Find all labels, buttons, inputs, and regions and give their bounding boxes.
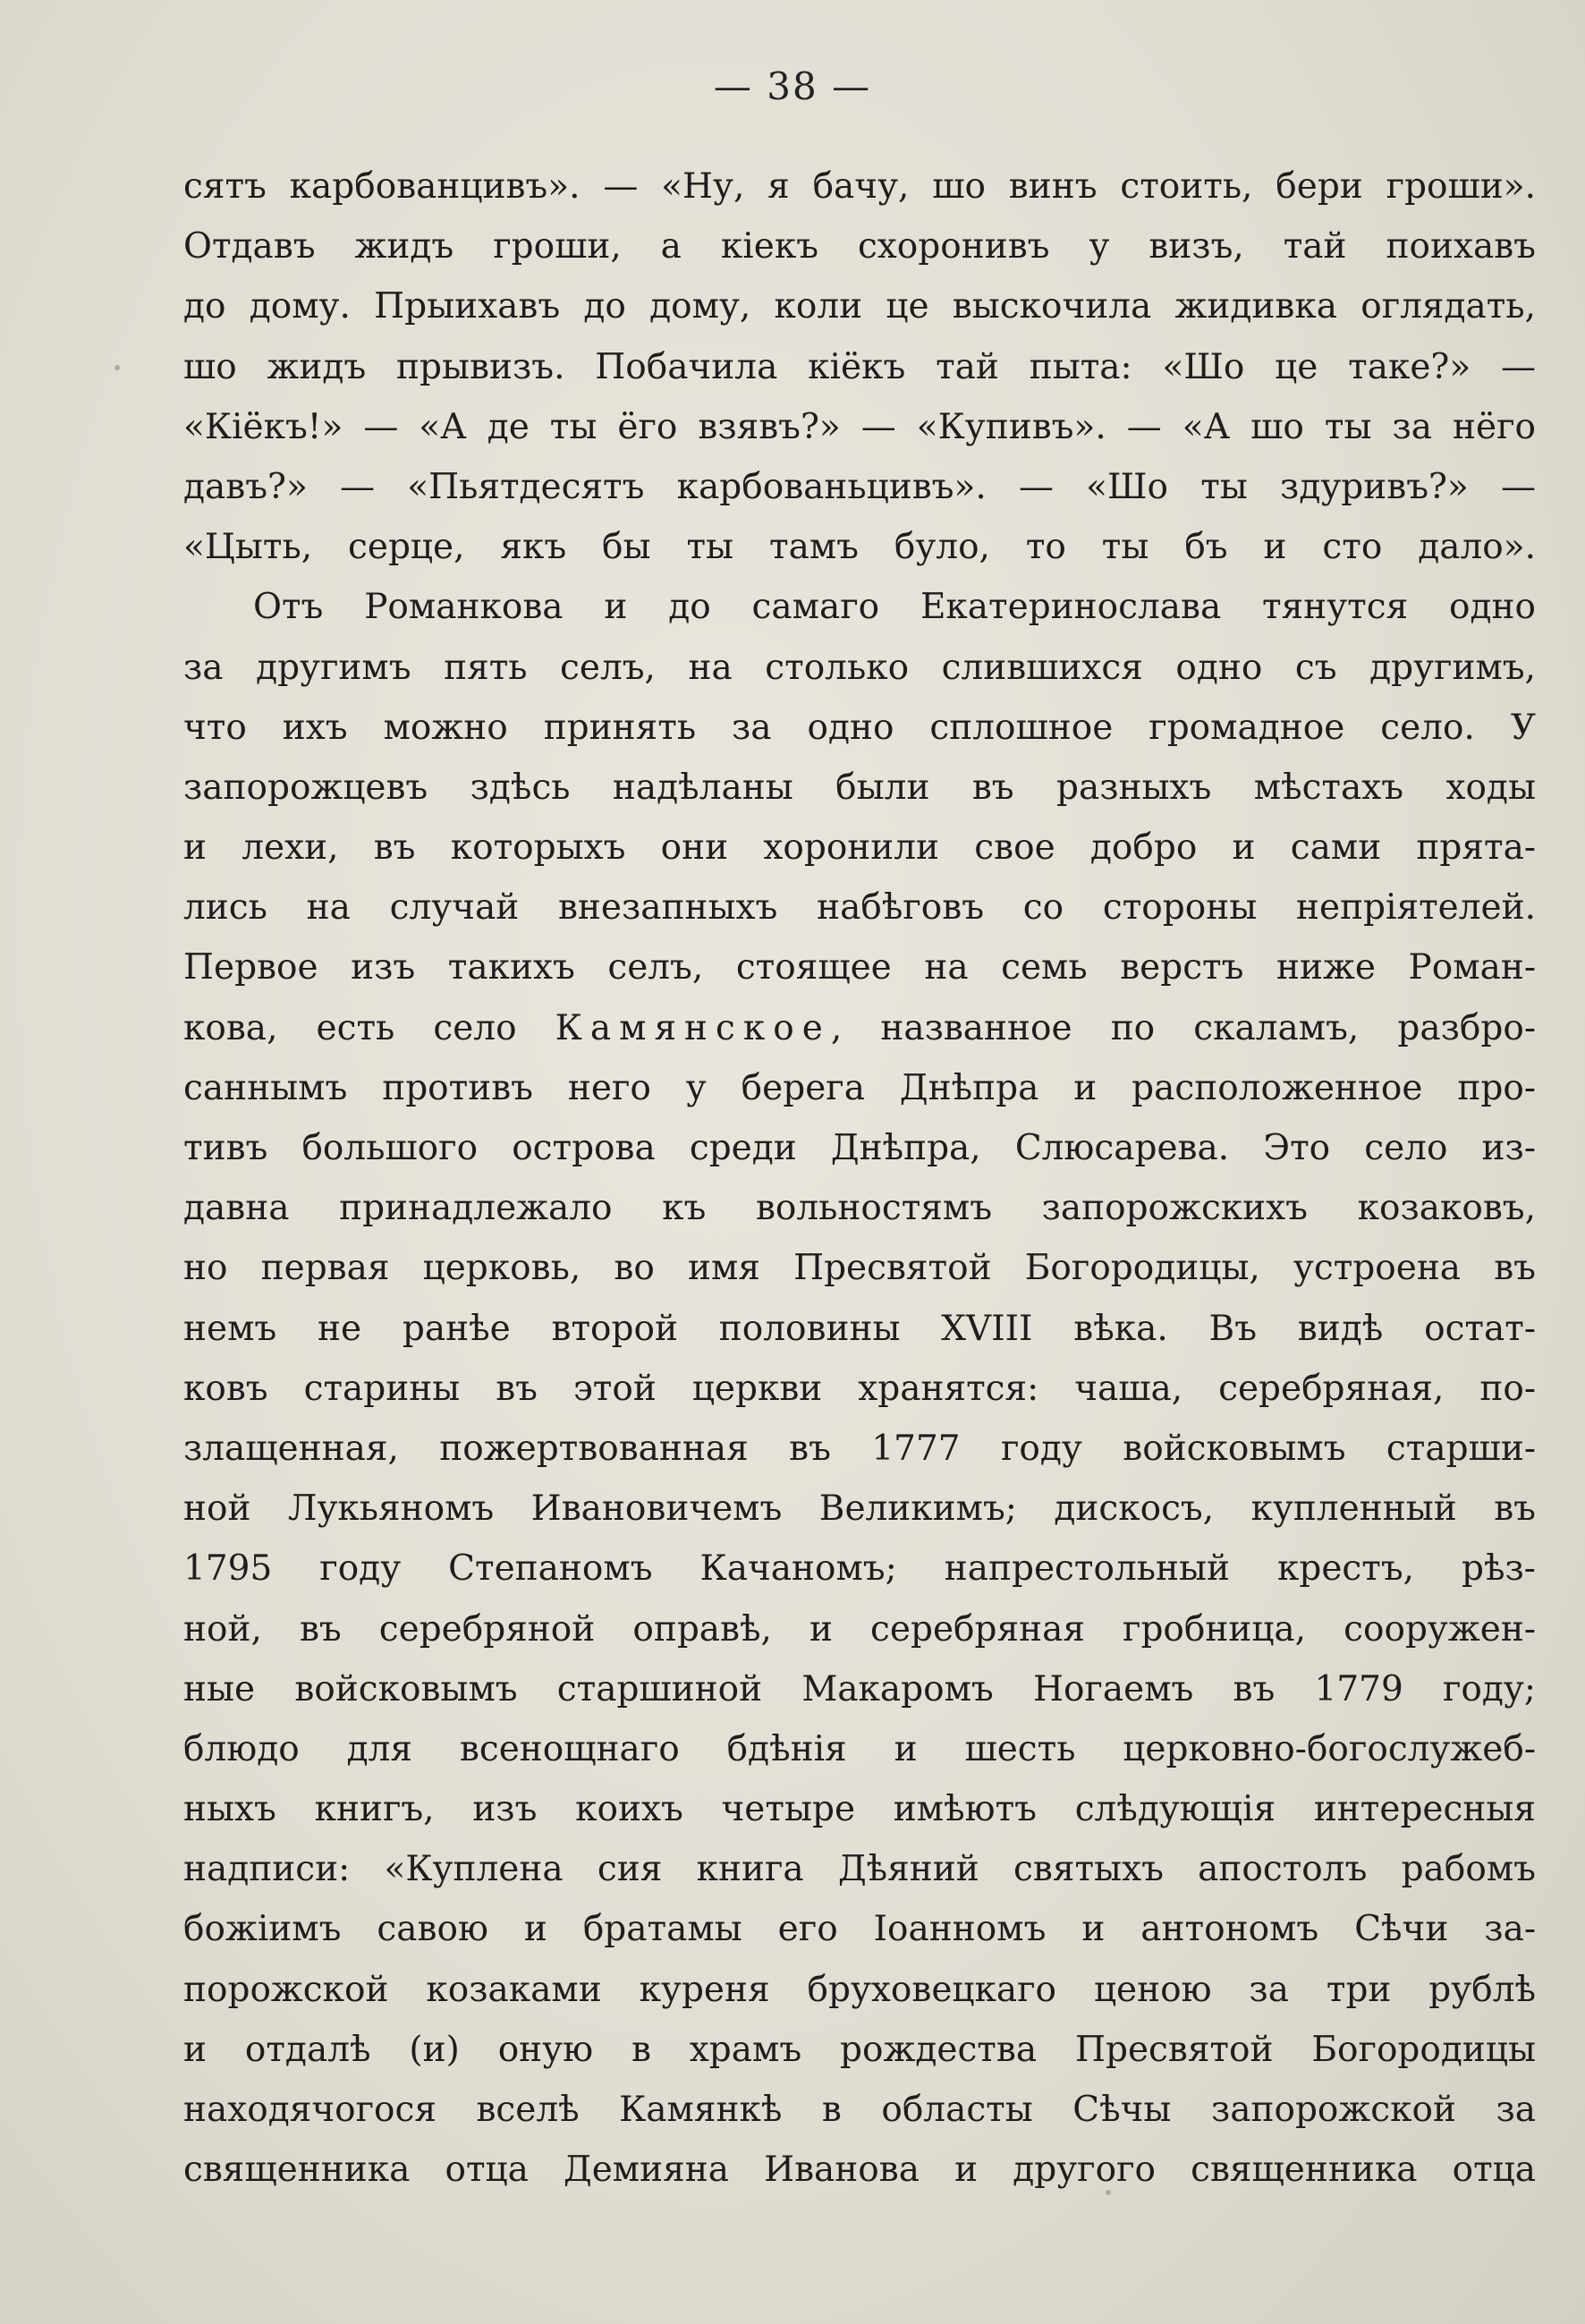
paper-speck	[114, 365, 120, 370]
text-line: 1795 году Степаномъ Качаномъ; напрестольный крестъ, рѣз-	[183, 1548, 1536, 1590]
text-line: надписи: «Куплена сия книга Дѣяний святыхъ апостолъ рабомъ	[183, 1849, 1536, 1890]
text-line: ной, въ серебряной оправѣ, и серебряная гробница, сооружен-	[183, 1608, 1536, 1650]
text-line: давна принадлежало къ вольностямъ запорожскихъ козаковъ,	[183, 1188, 1536, 1229]
text-line: находячогося вселѣ Камянкѣ в областы Сѣчы запорожской за	[183, 2090, 1536, 2130]
text-line: кова, есть село Камянское, названное по скаламъ, разбро-	[183, 1007, 1536, 1048]
text-line: шо жидъ прывизъ. Побачила кiёкъ тай пыта: «Шо це таке?» —	[183, 346, 1536, 387]
page-number: — 38 —	[713, 64, 872, 108]
text-line: давъ?» — «Пьятдесятъ карбованьцивъ». — «Шо ты здуривъ?» —	[183, 466, 1536, 507]
paragraph-start-line: Отъ Романкова и до самаго Екатеринослава тянутся одно	[253, 587, 1536, 628]
text-line: тивъ большого острова среди Днѣпра, Слюсарева. Это село из-	[183, 1128, 1536, 1168]
text-line: и лехи, въ которыхъ они хоронили свое добро и сами прята-	[183, 827, 1536, 869]
text-line: порожской козаками куреня бруховецкаго ценою за три рублѣ	[183, 1969, 1536, 2010]
text-line: запорожцевъ здѣсь надѣланы были въ разныхъ мѣстахъ ходы	[183, 767, 1536, 808]
text-line: ковъ старины въ этой церкви хранятся: чаша, серебряная, по-	[183, 1368, 1536, 1409]
body-text	[183, 157, 1536, 2200]
text-line: ные войсковымъ старшиной Макаромъ Ногаемъ въ 1779 году;	[183, 1668, 1536, 1709]
paper-speck	[1106, 2190, 1111, 2195]
text-line: что ихъ можно принять за одно сплошное громадное село. У	[183, 707, 1536, 748]
text-line: блюдо для всенощнаго бдѣнiя и шесть церковно-богослужеб-	[183, 1728, 1536, 1769]
spaced-village-name: Камянское	[555, 1007, 831, 1048]
text-line: «Кiёкъ!» — «А де ты ёго взявъ?» — «Купивъ». — «А шо ты за нёго	[183, 406, 1536, 447]
text-line: сятъ карбованцивъ». — «Ну, я бачу, шо винъ стоить, бери гроши».	[183, 166, 1536, 207]
text-line: злащенная, пожертвованная въ 1777 году войсковымъ старши-	[183, 1428, 1536, 1469]
text-line: «Цыть, серце, якъ бы ты тамъ було, то ты бъ и сто дало».	[183, 527, 1536, 568]
text-line: до дому. Прыихавъ до дому, коли це выскочила жидивка оглядать,	[183, 286, 1536, 327]
text-line: за другимъ пять селъ, на столько слившихся одно съ другимъ,	[183, 647, 1536, 688]
text-line: и отдалѣ (и) оную в храмъ рождества Пресвятой Богородицы	[183, 2029, 1536, 2070]
text-line: саннымъ противъ него у берега Днѣпра и расположенное про-	[183, 1067, 1536, 1108]
text-line: Отдавъ жидъ гроши, а кiекъ схоронивъ у визъ, тай поихавъ	[183, 226, 1536, 267]
text-line: божiимъ савою и братамы его Iоанномъ и антономъ Сѣчи за-	[183, 1909, 1536, 1950]
text-line: ной Лукьяномъ Ивановичемъ Великимъ; дискосъ, купленный въ	[183, 1489, 1536, 1530]
text-line: но первая церковь, во имя Пресвятой Богородицы, устроена въ	[183, 1248, 1536, 1289]
text-line: немъ не ранѣе второй половины XVIII вѣка. Въ видѣ остат-	[183, 1308, 1536, 1349]
text-line: священника отца Демияна Иванова и другого священника отца	[183, 2150, 1536, 2191]
text-line: лись на случай внезапныхъ набѣговъ со стороны непрiятелей.	[183, 887, 1536, 929]
text-line: Первое изъ такихъ селъ, стоящее на семь верстъ ниже Роман-	[183, 947, 1536, 988]
text-line: ныхъ книгъ, изъ коихъ четыре имѣютъ слѣдующiя интересныя	[183, 1789, 1536, 1830]
